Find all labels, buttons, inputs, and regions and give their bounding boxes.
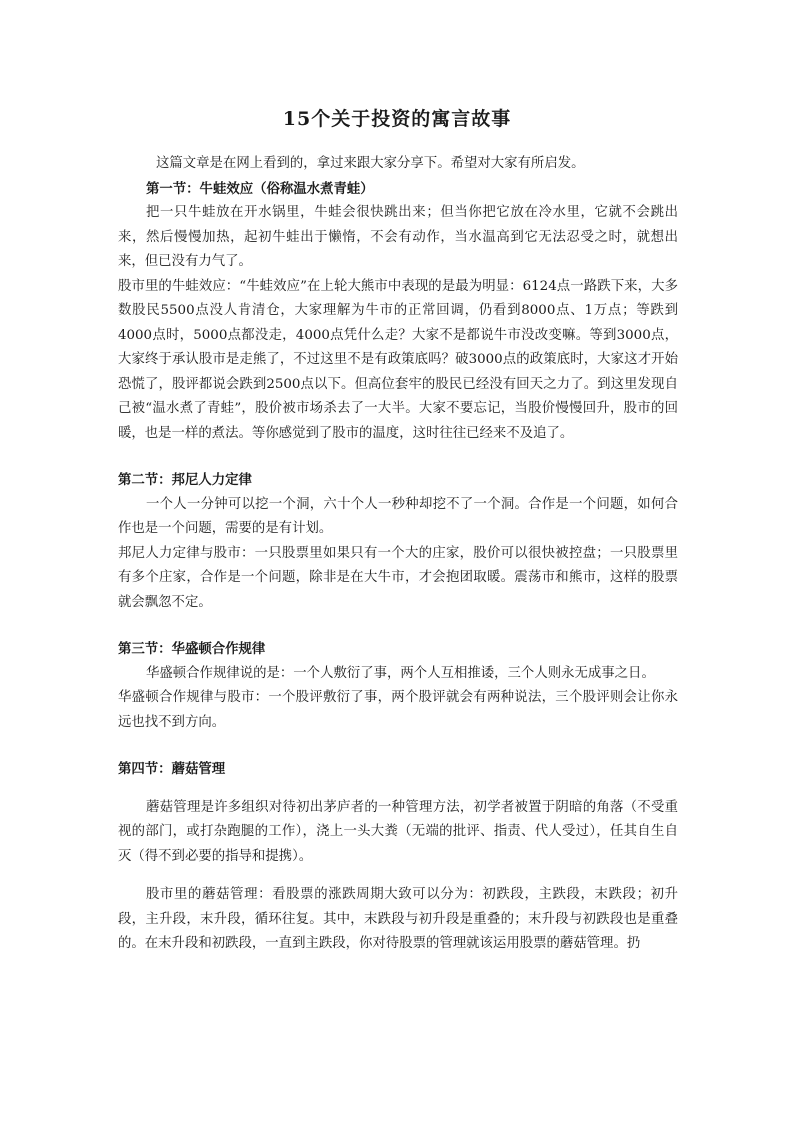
section-4-heading: 第四节：蘑菇管理 — [118, 761, 226, 777]
section-1-heading: 第一节：牛蛙效应（俗称温水煮青蛙） — [146, 180, 374, 197]
section-3-paragraph-2: 华盛顿合作规律与股市：一个股评敷衍了事，两个股评就会有两种说法，三个股评则会让你永远也找不到方向。 — [118, 690, 678, 730]
section-2-heading: 第二节：邦尼人力定律 — [118, 472, 252, 488]
document-body — [118, 152, 678, 957]
section-4-paragraph-1: 蘑菇管理是许多组织对待初出茅庐者的一种管理方法，初学者被置于阴暗的角落（不受重视的部门，或打杂跑腿的工作），浇上一头大粪（无端的批评、指责、代人受过），任其自生自灭（得不到必要的指导和提携）。 — [118, 799, 678, 864]
section-2-paragraph-1: 一个人一分钟可以挖一个洞，六十个人一秒种却挖不了一个洞。合作是一个问题，如何合作也是一个问题，需要的是有计划。 — [118, 496, 678, 536]
section-1-paragraph-2: 股市里的牛蛙效应：“牛蛙效应”在上轮大熊市中表现的是最为明显：6124点一路跌下来，大多数股民5500点没人肯清仓，大家理解为牛市的正常回调，仍看到8000点、1万点；等跌到4000点时，5000点都没走，4000点凭什么走？大家不是都说牛市没改变嘛。等到3000点，大家终于承认股市是走熊了，不过这里不是有政策底吗？破3000点的政策底时，大家这才开始恐慌了，股评都说会跌到2500点以下。但高位套牢的股民已经没有回天之力了。到这里发现自己被“温水煮了青蛙”，股价被市场杀去了一大半。大家不要忘记，当股价慢慢回升，股市的回暖，也是一样的煮法。等你感觉到了股市的温度，这时往往已经来不及追了。 — [118, 278, 678, 441]
section-1-paragraph-1: 把一只牛蛙放在开水锅里，牛蛙会很快跳出来；但当你把它放在冷水里，它就不会跳出来，然后慢慢加热，起初牛蛙出于懒惰，不会有动作，当水温高到它无法忍受之时，就想出来，但已没有力气了。 — [118, 205, 678, 269]
section-3-heading: 第三节：华盛顿合作规律 — [118, 641, 266, 657]
section-3-paragraph-1: 华盛顿合作规律说的是：一个人敷衍了事，两个人互相推诿，三个人则永无成事之日。 — [146, 665, 655, 681]
document-title: 15个关于投资的寓言故事 — [282, 108, 512, 130]
section-4-paragraph-2: 股市里的蘑菇管理：看股票的涨跌周期大致可以分为：初跌段，主跌段，末跌段；初升段，主升段，末升段，循环往复。其中，末跌段与初升段是重叠的；末升段与初跌段也是重叠的。在末升段和初跌段，一直到主跌段，你对待股票的管理就该运用股票的蘑菇管理。扔 — [118, 887, 678, 951]
section-2-paragraph-2: 邦尼人力定律与股市：一只股票里如果只有一个大的庄家，股价可以很快被控盘；一只股票里有多个庄家，合作是一个问题，除非是在大牛市，才会抱团取暖。震荡市和熊市，这样的股票就会飘忽不定。 — [118, 545, 678, 610]
intro-paragraph: 这篇文章是在网上看到的，拿过来跟大家分享下。希望对大家有所启发。 — [156, 156, 585, 171]
